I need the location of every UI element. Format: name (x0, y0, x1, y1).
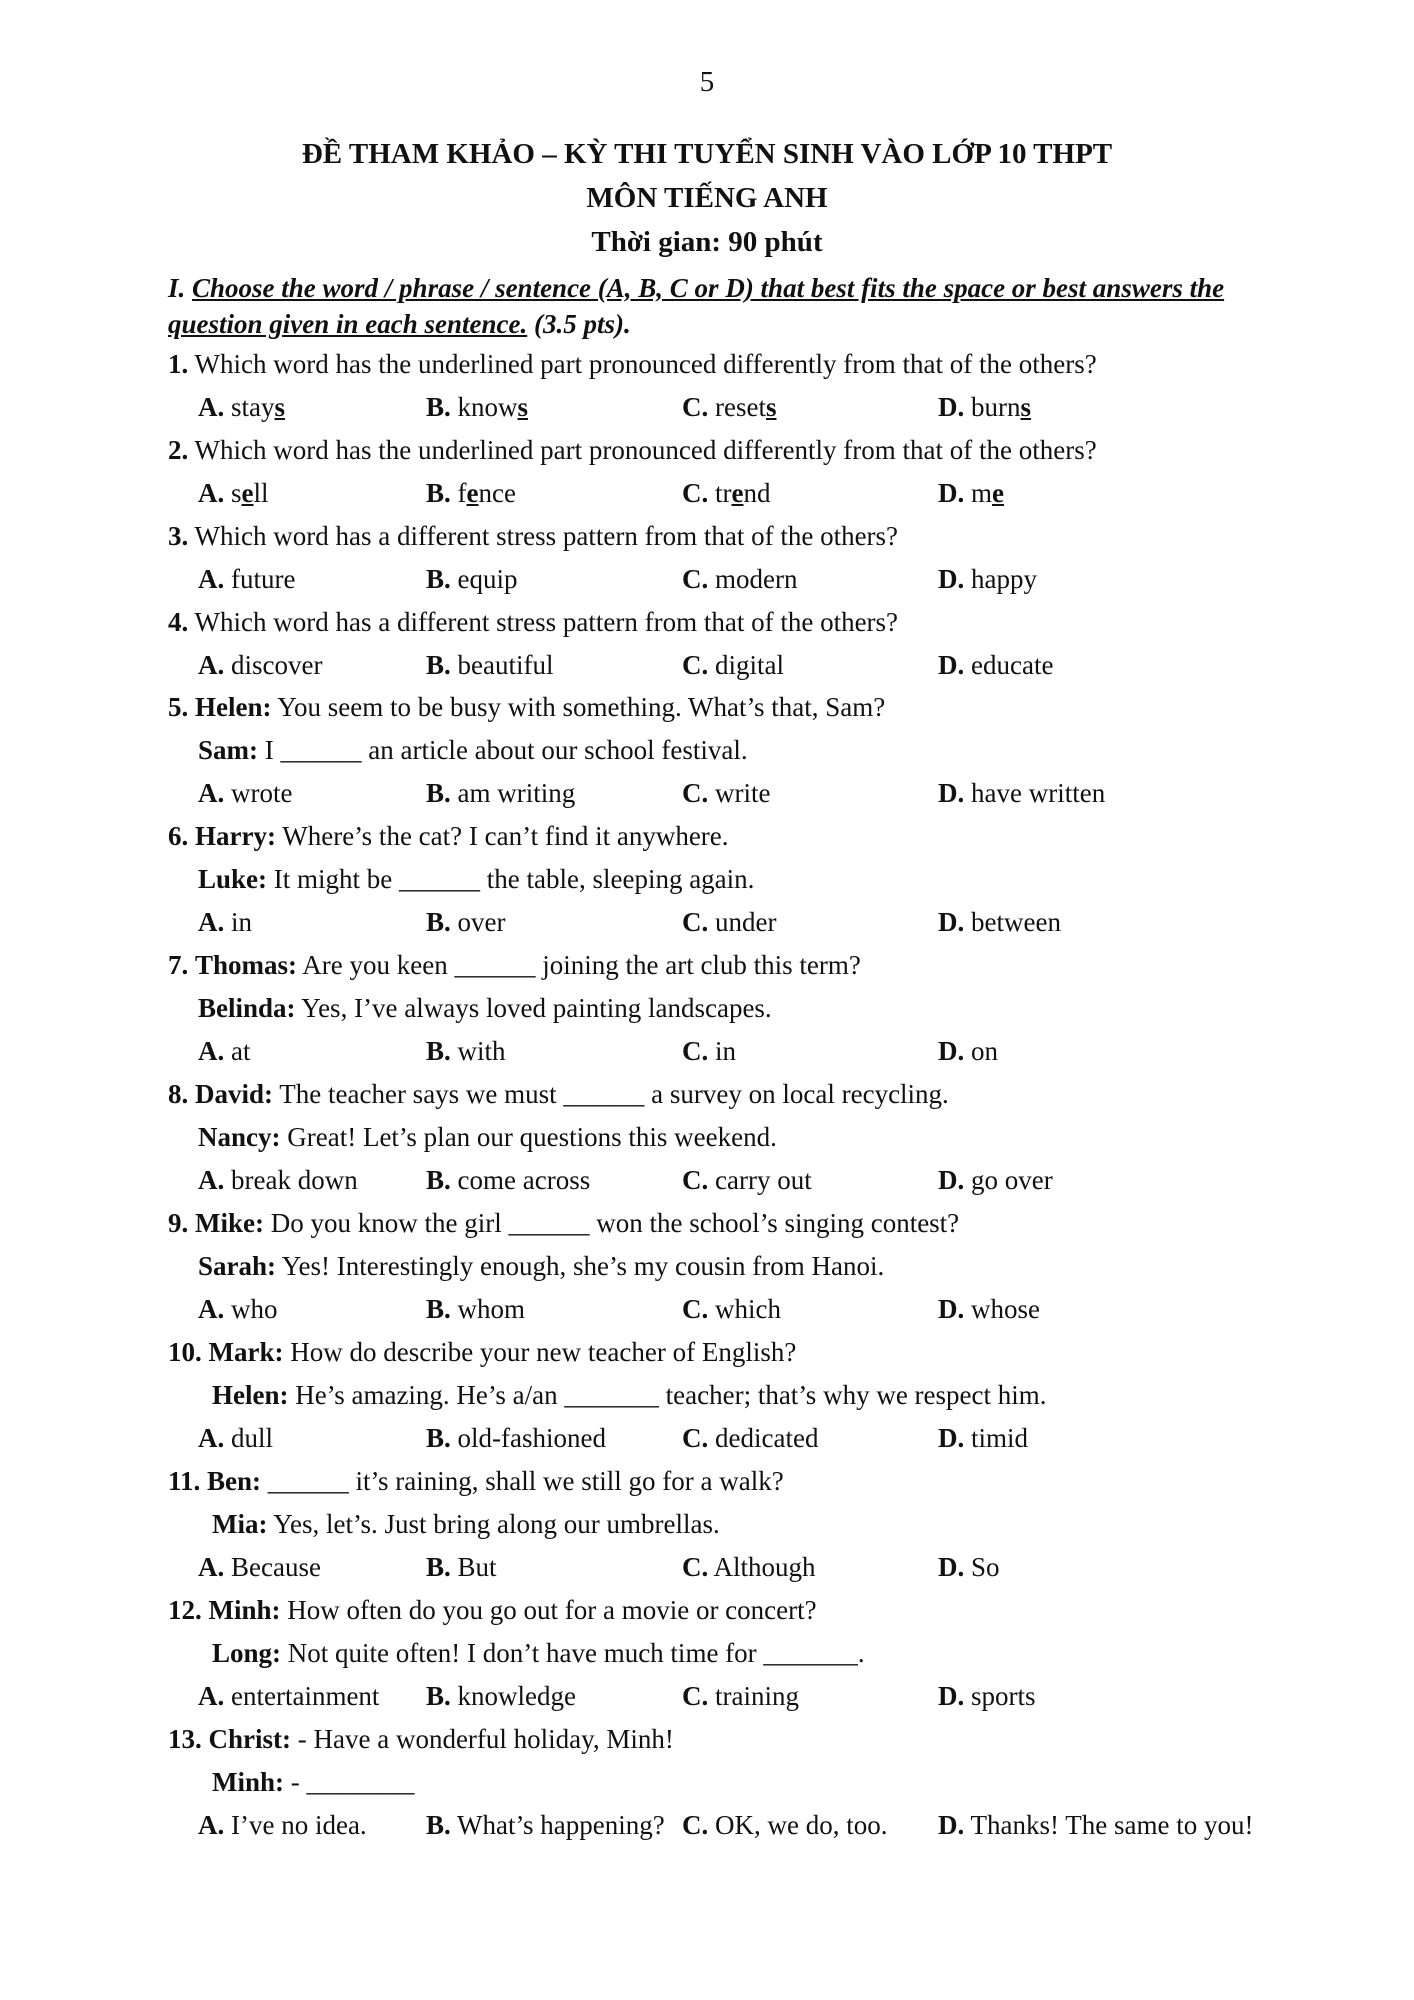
question-8 (168, 1079, 949, 1110)
speaker-1: Minh: (208, 1595, 281, 1625)
option-a[interactable]: A. I’ve no idea. (198, 1810, 367, 1840)
speaker-2: Sam: (198, 735, 258, 765)
question-number: 8. (168, 1079, 189, 1109)
speaker-1: Harry: (195, 821, 276, 851)
option-d[interactable]: D. between (938, 907, 1061, 937)
option-d[interactable]: D. burns (938, 392, 1032, 422)
speaker-1-line: How do describe your new teacher of English? (290, 1337, 797, 1367)
speaker-1-line: Where’s the cat? I can’t find it anywhere. (282, 821, 729, 851)
subject-title: MÔN TIẾNG ANH (586, 182, 828, 214)
question-12 (168, 1595, 817, 1626)
option-a[interactable]: A. in (198, 907, 253, 937)
reply-line (198, 1122, 777, 1153)
speaker-1: Mike: (195, 1208, 264, 1238)
reply-line (212, 1509, 720, 1540)
option-d[interactable]: D. sports (938, 1681, 1036, 1711)
question-3 (168, 521, 898, 552)
reply-line (212, 1380, 1047, 1411)
speaker-2: Belinda: (198, 993, 296, 1023)
question-text: Which word has the underlined part pronounced differently from that of the others? (194, 349, 1097, 379)
option-b[interactable]: B. fence (426, 478, 516, 508)
question-5 (168, 692, 885, 723)
speaker-2: Minh: (212, 1767, 285, 1797)
section-instruction-text: Choose the word / phrase / sentence (A, B, C or D) that best fits the space or best answers the question given in each sentence. (168, 273, 1225, 339)
reply-line (198, 1251, 884, 1282)
option-c[interactable]: C. modern (682, 564, 798, 594)
page-number: 5 (699, 66, 715, 98)
speaker-1-line: The teacher says we must ______ a survey on local recycling. (279, 1079, 949, 1109)
option-a[interactable]: A. discover (198, 650, 323, 680)
option-d[interactable]: D. educate (938, 650, 1054, 680)
option-c[interactable]: C. carry out (682, 1165, 812, 1195)
option-d[interactable]: D. timid (938, 1423, 1029, 1453)
option-d[interactable]: D. So (938, 1552, 1000, 1582)
speaker-1-line: - Have a wonderful holiday, Minh! (297, 1724, 674, 1754)
speaker-2-line: Not quite often! I don’t have much time for _______. (287, 1638, 865, 1668)
question-11 (168, 1466, 784, 1497)
option-c[interactable]: C. write (682, 778, 771, 808)
options-q11 (0, 1552, 1414, 1586)
speaker-2-line: - ________ (290, 1767, 415, 1797)
option-c[interactable]: C. digital (682, 650, 784, 680)
question-number: 6. (168, 821, 189, 851)
question-number: 5. (168, 692, 189, 722)
speaker-1-line: ______ it’s raining, shall we still go for a walk? (267, 1466, 784, 1496)
question-text: Which word has a different stress pattern from that of the others? (194, 607, 899, 637)
options-q13 (0, 1810, 1414, 1844)
options-q6 (0, 907, 1414, 941)
question-number: 1. (168, 349, 189, 379)
speaker-1: Helen: (195, 692, 272, 722)
options-q5 (0, 778, 1414, 812)
question-10 (168, 1337, 796, 1368)
options-q3 (0, 564, 1414, 598)
option-b[interactable]: B. knows (426, 392, 529, 422)
speaker-1: David: (195, 1079, 274, 1109)
question-number: 9. (168, 1208, 189, 1238)
question-4 (168, 607, 898, 638)
options-q7 (0, 1036, 1414, 1070)
option-c[interactable]: C. training (682, 1681, 799, 1711)
option-b[interactable]: B. old-fashioned (426, 1423, 606, 1453)
option-d[interactable]: D. happy (938, 564, 1037, 594)
options-q9 (0, 1294, 1414, 1328)
speaker-1-line: Are you keen ______ joining the art club this term? (302, 950, 861, 980)
option-a[interactable]: A. wrote (198, 778, 293, 808)
options-q4 (0, 650, 1414, 684)
option-b[interactable]: B. come across (426, 1165, 591, 1195)
speaker-2: Mia: (212, 1509, 268, 1539)
options-q2 (0, 478, 1414, 512)
speaker-1-line: You seem to be busy with something. What’s that, Sam? (277, 692, 886, 722)
options-q1 (0, 392, 1414, 426)
speaker-1: Mark: (208, 1337, 284, 1367)
time-limit: Thời gian: 90 phút (591, 226, 823, 258)
question-text: Which word has a different stress pattern from that of the others? (194, 521, 899, 551)
speaker-1: Christ: (208, 1724, 291, 1754)
option-a[interactable]: A. sell (198, 478, 269, 508)
speaker-1-line: Do you know the girl ______ won the school’s singing contest? (270, 1208, 960, 1238)
option-d[interactable]: D. me (938, 478, 1004, 508)
question-9 (168, 1208, 959, 1239)
reply-line (212, 1638, 865, 1669)
option-a[interactable]: A. future (198, 564, 296, 594)
option-a[interactable]: A. break down (198, 1165, 358, 1195)
option-c[interactable]: C. resets (682, 392, 777, 422)
option-b[interactable]: B. over (426, 907, 506, 937)
option-c[interactable]: C. OK, we do, too. (682, 1810, 888, 1840)
option-d[interactable]: D. whose (938, 1294, 1040, 1324)
section-points: (3.5 pts). (534, 309, 631, 339)
option-b[interactable]: B. knowledge (426, 1681, 576, 1711)
speaker-2-line: It might be ______ the table, sleeping again. (273, 864, 755, 894)
reply-line (198, 735, 748, 766)
option-b[interactable]: B. beautiful (426, 650, 554, 680)
option-d[interactable]: D. on (938, 1036, 998, 1066)
options-q8 (0, 1165, 1414, 1199)
question-number: 13. (168, 1724, 202, 1754)
speaker-2-line: Great! Let’s plan our questions this weekend. (287, 1122, 777, 1152)
speaker-2-line: Yes, let’s. Just bring along our umbrellas. (273, 1509, 720, 1539)
speaker-2-line: He’s amazing. He’s a/an _______ teacher; that’s why we respect him. (295, 1380, 1047, 1410)
section-number: I. (168, 273, 186, 303)
speaker-2-line: Yes! Interestingly enough, she’s my cousin from Hanoi. (281, 1251, 885, 1281)
question-number: 2. (168, 435, 189, 465)
speaker-2: Long: (212, 1638, 282, 1668)
option-c[interactable]: C. in (682, 1036, 737, 1066)
question-number: 3. (168, 521, 189, 551)
option-c[interactable]: C. which (682, 1294, 781, 1324)
option-c[interactable]: C. dedicated (682, 1423, 819, 1453)
speaker-1: Thomas: (195, 950, 298, 980)
speaker-2: Helen: (212, 1380, 289, 1410)
option-d[interactable]: D. Thanks! The same to you! (938, 1810, 1254, 1840)
options-q10 (0, 1423, 1414, 1457)
question-13 (168, 1724, 674, 1755)
question-number: 12. (168, 1595, 202, 1625)
speaker-1-line: How often do you go out for a movie or concert? (287, 1595, 817, 1625)
reply-line (198, 864, 754, 895)
reply-line (198, 993, 772, 1024)
question-7 (168, 950, 861, 981)
speaker-2-line: I ______ an article about our school festival. (264, 735, 748, 765)
option-a[interactable]: A. stays (198, 392, 286, 422)
question-6 (168, 821, 729, 852)
question-number: 11. (168, 1466, 201, 1496)
option-b[interactable]: B. But (426, 1552, 497, 1582)
exam-title: ĐỀ THAM KHẢO – KỲ THI TUYỂN SINH VÀO LỚP 10 THPT (301, 138, 1113, 170)
options-q12 (0, 1681, 1414, 1715)
option-b[interactable]: B. am writing (426, 778, 576, 808)
speaker-2-line: Yes, I’ve always loved painting landscapes. (301, 993, 772, 1023)
option-b[interactable]: B. What’s happening? (426, 1810, 665, 1840)
question-2 (168, 435, 1097, 466)
question-text: Which word has the underlined part pronounced differently from that of the others? (194, 435, 1097, 465)
option-d[interactable]: D. have written (938, 778, 1106, 808)
question-number: 4. (168, 607, 189, 637)
option-a[interactable]: A. entertainment (198, 1681, 380, 1711)
reply-line (212, 1767, 415, 1798)
option-b[interactable]: B. with (426, 1036, 506, 1066)
option-b[interactable]: B. equip (426, 564, 518, 594)
option-a[interactable]: A. who (198, 1294, 278, 1324)
speaker-2: Luke: (198, 864, 268, 894)
speaker-1: Ben: (207, 1466, 262, 1496)
option-c[interactable]: C. trend (682, 478, 771, 508)
option-a[interactable]: A. dull (198, 1423, 274, 1453)
section-instruction (168, 270, 1318, 342)
option-d[interactable]: D. go over (938, 1165, 1053, 1195)
option-b[interactable]: B. whom (426, 1294, 526, 1324)
option-a[interactable]: A. Because (198, 1552, 321, 1582)
question-number: 10. (168, 1337, 202, 1367)
option-c[interactable]: C. Although (682, 1552, 816, 1582)
question-1 (168, 349, 1097, 380)
option-c[interactable]: C. under (682, 907, 777, 937)
option-a[interactable]: A. at (198, 1036, 251, 1066)
question-number: 7. (168, 950, 189, 980)
speaker-2: Sarah: (198, 1251, 277, 1281)
speaker-2: Nancy: (198, 1122, 281, 1152)
